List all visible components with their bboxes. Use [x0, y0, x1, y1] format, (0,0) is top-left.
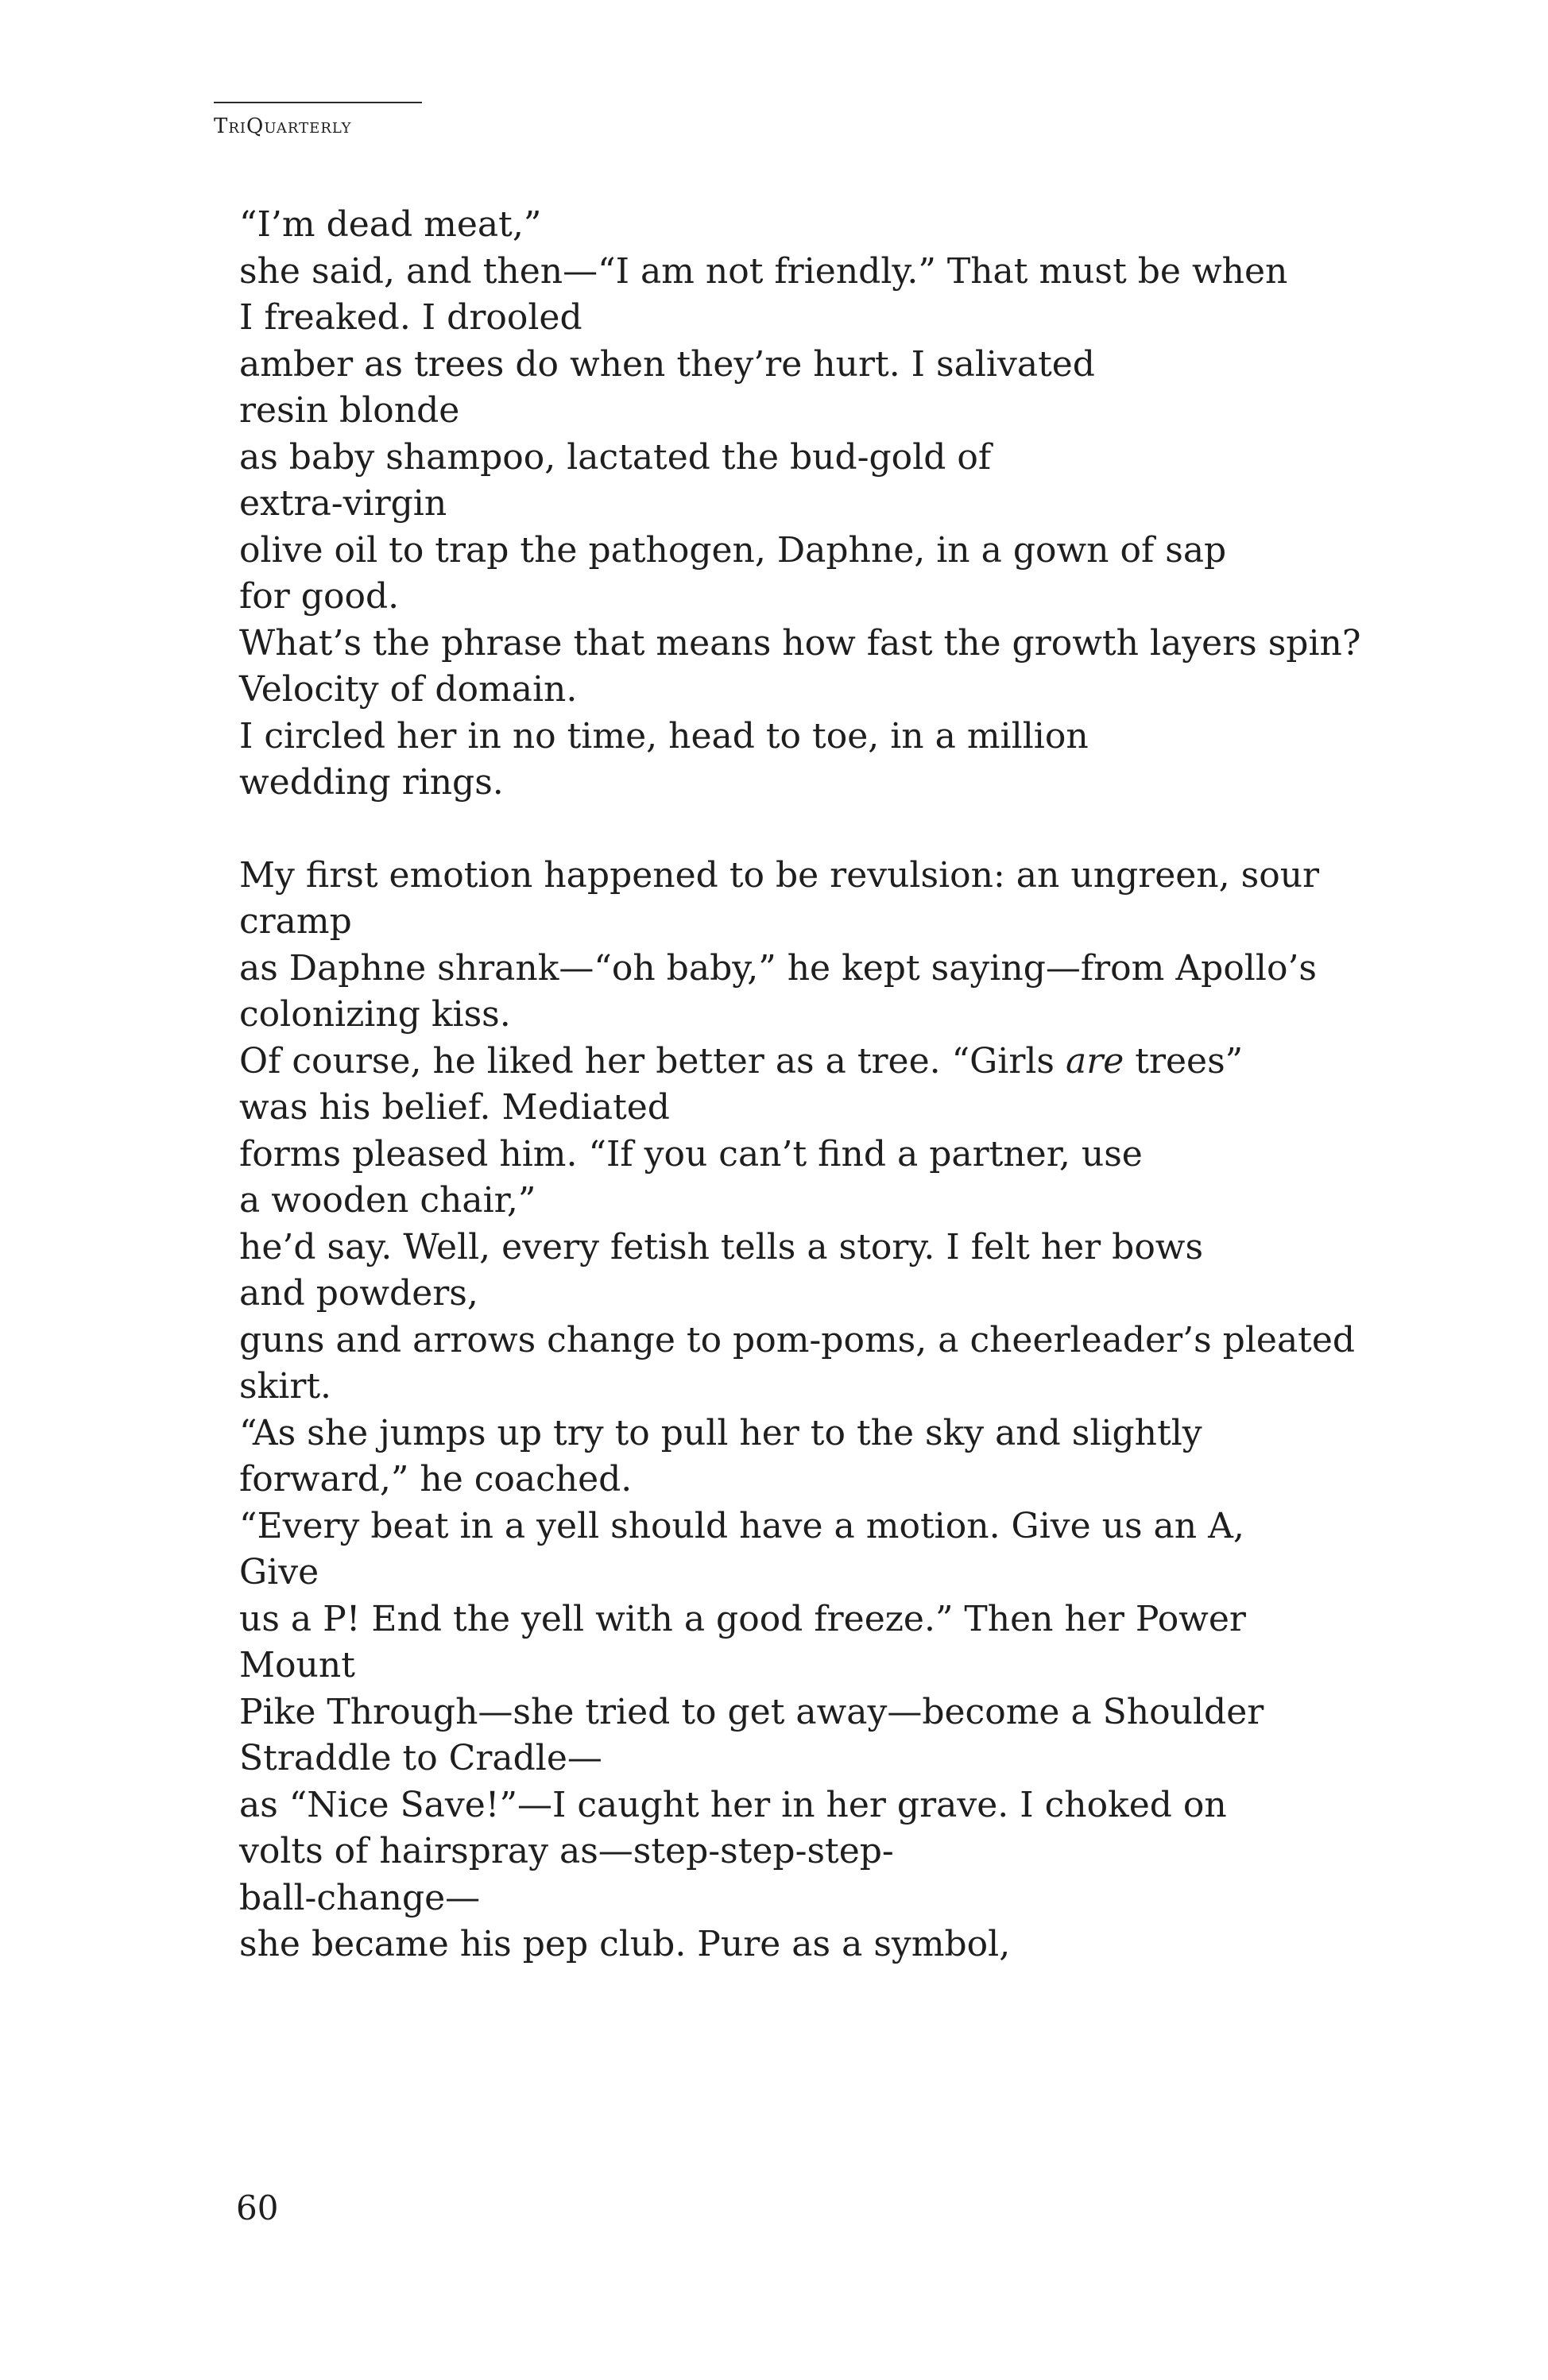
- poem-line: he’d say. Well, every fetish tells a story. I felt her bows: [239, 1226, 1204, 1267]
- poem-line: for good.: [239, 576, 400, 617]
- poem-line: Pike Through—she tried to get away—become a Shoulder: [239, 1691, 1264, 1732]
- poem-line: and powders,: [239, 1273, 478, 1314]
- poem-line: I freaked. I drooled: [239, 297, 582, 338]
- poem-line: was his belief. Mediated: [239, 1087, 670, 1128]
- poem-line: resin blonde: [239, 390, 460, 431]
- poem-line: forward,” he coached.: [239, 1459, 633, 1500]
- stanza-1: [239, 202, 1431, 807]
- poem-line: olive oil to trap the pathogen, Daphne, in a gown of sap: [239, 529, 1227, 571]
- stanza-2: [239, 853, 1431, 1968]
- running-title: [214, 114, 422, 138]
- poem-line: Give: [239, 1552, 319, 1592]
- poem-line: cramp: [239, 901, 352, 942]
- poem-line: as baby shampoo, lactated the bud-gold of: [239, 436, 992, 478]
- poem-line: skirt.: [239, 1366, 332, 1407]
- poem-line: Velocity of domain.: [239, 669, 578, 710]
- header-rule: [214, 102, 422, 103]
- poem-line: colonizing kiss.: [239, 994, 511, 1035]
- poem-line: “I’m dead meat,”: [239, 204, 542, 245]
- poem-line: Straddle to Cradle—: [239, 1738, 602, 1778]
- poem-line: volts of hairspray as—step-step-step-: [239, 1831, 894, 1871]
- poem-line: she said, and then—“I am not friendly.” That must be when: [239, 250, 1288, 292]
- poem-line: us a P! End the yell with a good freeze.” Then her Power: [239, 1598, 1246, 1639]
- poem-line: What’s the phrase that means how fast the growth layers spin?: [239, 622, 1361, 664]
- poem-line: forms pleased him. “If you can’t find a partner, use: [239, 1133, 1143, 1175]
- poem-line: as “Nice Save!”—I caught her in her grave. I choked on: [239, 1784, 1227, 1825]
- poem-line: Mount: [239, 1645, 355, 1685]
- poem-line: “As she jumps up try to pull her to the sky and slightly: [239, 1412, 1202, 1453]
- poem-line: My first emotion happened to be revulsion: an ungreen, sour: [239, 854, 1320, 896]
- poem-line: Of course, he liked her better as a tree. “Girls are trees”: [239, 1040, 1244, 1082]
- poem-line: “Every beat in a yell should have a motion. Give us an A,: [239, 1505, 1244, 1546]
- running-title-text: TriQuarterly: [214, 114, 352, 138]
- poem-line: ball-change—: [239, 1877, 481, 1918]
- poem-line: a wooden chair,”: [239, 1180, 536, 1221]
- page-number: 60: [236, 2188, 279, 2227]
- running-header: [214, 102, 422, 138]
- poem-line: I circled her in no time, head to toe, in a million: [239, 715, 1089, 757]
- poem-body: [239, 202, 1431, 1968]
- poem-line: amber as trees do when they’re hurt. I salivated: [239, 343, 1095, 385]
- poem-line: guns and arrows change to pom-poms, a cheerleader’s pleated: [239, 1319, 1356, 1360]
- poem-line: she became his pep club. Pure as a symbol,: [239, 1924, 1011, 1964]
- poem-line: extra-virgin: [239, 483, 447, 524]
- poem-line: wedding rings.: [239, 762, 504, 803]
- poem-line: as Daphne shrank—“oh baby,” he kept saying—from Apollo’s: [239, 947, 1318, 989]
